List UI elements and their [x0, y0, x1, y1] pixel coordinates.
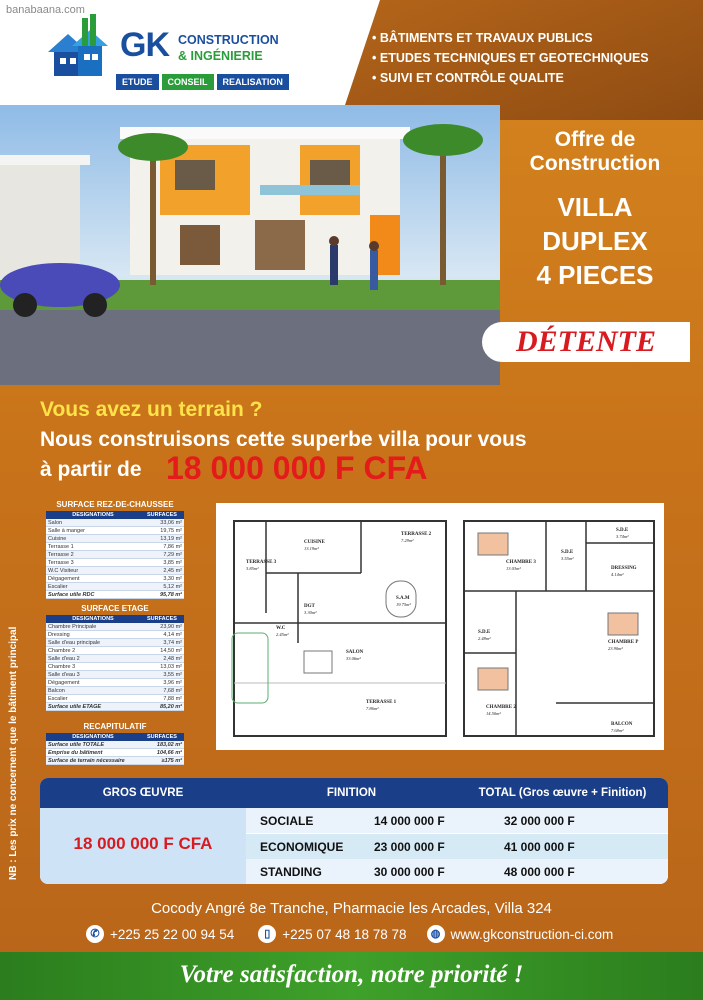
- service-item: • BÂTIMENTS ET TRAVAUX PUBLICS: [372, 28, 649, 48]
- rdc-room-label: TERRASSE 2: [401, 532, 432, 537]
- surface-cell: 5,12 m²: [140, 583, 184, 591]
- offer-type3: 4 PIECES: [536, 260, 654, 290]
- designation-cell: Dressing: [46, 631, 140, 639]
- surface-cell: 95,78 m²: [140, 591, 184, 599]
- surface-cell: 23,90 m²: [140, 623, 184, 631]
- detente-badge: DÉTENTE: [482, 322, 690, 362]
- designation-cell: Surface utile RDC: [46, 591, 140, 599]
- table-row: [46, 575, 184, 583]
- side-note: NB : Les prix ne concernent que le bâtiment principal: [8, 626, 19, 880]
- etage-room-label: DRESSING: [611, 566, 637, 571]
- table-row: [46, 623, 184, 631]
- etage-room-label: CHAMBRE 3: [506, 560, 536, 565]
- surface-cell: 7,86 m²: [140, 543, 184, 551]
- table-recap-title: RECAPITULATIF: [83, 722, 147, 731]
- surface-cell: 13,19 m²: [140, 535, 184, 543]
- service-item: • SUIVI ET CONTRÔLE QUALITE: [372, 68, 649, 88]
- rdc-room-area: 7.86m²: [366, 706, 379, 711]
- floor-plans: [216, 503, 664, 750]
- service-item: • ETUDES TECHNIQUES ET GEOTECHNIQUES: [372, 48, 649, 68]
- rdc-room-label: TERRASSE 3: [246, 560, 277, 565]
- pricing-row-label: ECONOMIQUE: [260, 840, 344, 854]
- pricing-row: [246, 859, 668, 884]
- pricing-header-finition: FINITION: [246, 778, 457, 808]
- offer-line2: Construction: [529, 152, 661, 175]
- designation-cell: Emprise du bâtiment: [46, 749, 140, 757]
- pricing-row-total: 32 000 000 F: [504, 814, 575, 828]
- pricing-row-finition: 23 000 000 F: [374, 840, 445, 854]
- logo-tags: [116, 74, 289, 90]
- pricing-row: [246, 834, 668, 859]
- phone-number[interactable]: +225 25 22 00 94 54: [110, 926, 235, 942]
- table-row: [46, 543, 184, 551]
- col-surfaces: SURFACES: [140, 615, 184, 623]
- etage-room-area: 2.48m²: [478, 636, 491, 641]
- table-row: [46, 639, 184, 647]
- slogan-banner: Votre satisfaction, notre priorité !: [0, 952, 703, 1000]
- designation-cell: Chambre Principale: [46, 623, 140, 631]
- table-row: [46, 741, 184, 749]
- etage-room-area: 14.50m²: [486, 711, 501, 716]
- etage-room-label: S.D.E: [561, 550, 574, 555]
- designation-cell: Surface de terrain nécessaire: [46, 757, 140, 765]
- rdc-room-label: W.C: [276, 626, 286, 631]
- headline-question: Vous avez un terrain ?: [40, 398, 263, 421]
- designation-cell: W.C Visiteur: [46, 567, 140, 575]
- rdc-room-label: DGT: [304, 604, 315, 609]
- surface-cell: 33,06 m²: [140, 519, 184, 527]
- logo-name: [178, 32, 279, 64]
- etage-room-label: BALCON: [611, 722, 633, 727]
- address: Cocody Angré 8e Tranche, Pharmacie les Arcades, Villa 324: [151, 900, 552, 917]
- table-row: [46, 559, 184, 567]
- designation-cell: Terrasse 3: [46, 559, 140, 567]
- rdc-room-area: 3.85m²: [246, 566, 259, 571]
- designation-cell: Escalier: [46, 583, 140, 591]
- etage-room-label: S.D.E: [478, 630, 491, 635]
- headline-price: 18 000 000 F CFA: [166, 450, 428, 486]
- table-row: [46, 647, 184, 655]
- designation-cell: Surface utile ETAGE: [46, 703, 140, 711]
- villa-illustration: [0, 105, 500, 385]
- table-row: [46, 527, 184, 535]
- designation-cell: Terrasse 2: [46, 551, 140, 559]
- table-row: [46, 583, 184, 591]
- etage-room-area: 7.68m²: [611, 728, 624, 733]
- etage-room-area: 13.03m²: [506, 566, 521, 571]
- table-row: [46, 679, 184, 687]
- rdc-room-area: 13.19m²: [304, 546, 319, 551]
- surface-cell: 4,14 m²: [140, 631, 184, 639]
- tag-etude: ETUDE: [116, 74, 159, 90]
- surface-cell: 2,45 m²: [140, 567, 184, 575]
- designation-cell: Salle à manger: [46, 527, 140, 535]
- col-designations: DESIGNATIONS: [46, 615, 140, 623]
- pricing-row-total: 41 000 000 F: [504, 840, 575, 854]
- logo-name-line1: CONSTRUCTION: [178, 33, 279, 47]
- table-rdc: [46, 500, 184, 599]
- offer-type2: DUPLEX: [542, 226, 648, 256]
- table-total-row: [46, 703, 184, 711]
- table-row: [46, 687, 184, 695]
- pricing-gros-value: 18 000 000 F CFA: [73, 834, 213, 853]
- surface-cell: 3,74 m²: [140, 639, 184, 647]
- pricing-row-finition: 30 000 000 F: [374, 865, 445, 879]
- headline-from: à partir de: [40, 458, 142, 481]
- designation-cell: Dégagement: [46, 679, 140, 687]
- col-surfaces: SURFACES: [140, 733, 184, 741]
- mobile-number[interactable]: +225 07 48 18 78 78: [282, 926, 407, 942]
- table-row: [46, 519, 184, 527]
- table-row: [46, 567, 184, 575]
- designation-cell: Balcon: [46, 687, 140, 695]
- rdc-room-area: 3.30m²: [304, 610, 317, 615]
- rdc-room-area: 19.75m²: [396, 602, 411, 607]
- rdc-room-area: 7.29m²: [401, 538, 414, 543]
- surface-cell: 3,96 m²: [140, 679, 184, 687]
- etage-room-area: 23.90m²: [608, 646, 623, 651]
- table-row: [46, 757, 184, 765]
- surface-cell: 85,20 m²: [140, 703, 184, 711]
- website-link[interactable]: www.gkconstruction-ci.com: [450, 926, 614, 942]
- tag-realisation: REALISATION: [217, 74, 289, 90]
- col-designations: DESIGNATIONS: [46, 733, 140, 741]
- designation-cell: Terrasse 1: [46, 543, 140, 551]
- rdc-room-label: CUISINE: [304, 540, 325, 545]
- table-etage-title: SURFACE ETAGE: [81, 604, 149, 613]
- services-list: [372, 28, 649, 88]
- table-row: [46, 551, 184, 559]
- designation-cell: Chambre 2: [46, 647, 140, 655]
- table-row: [46, 535, 184, 543]
- surface-cell: 7,88 m²: [140, 695, 184, 703]
- headline-line2: Nous construisons cette superbe villa pour vous: [40, 428, 527, 451]
- pricing-row-label: STANDING: [260, 865, 322, 879]
- pricing-row-total: 48 000 000 F: [504, 865, 575, 879]
- designation-cell: Salon: [46, 519, 140, 527]
- designation-cell: Salle d'eau 3: [46, 671, 140, 679]
- surface-cell: 19,75 m²: [140, 527, 184, 535]
- surface-cell: 183,02 m²: [140, 741, 184, 749]
- rdc-room-label: S.A.M: [396, 596, 410, 601]
- designation-cell: Salle d'eau principale: [46, 639, 140, 647]
- designation-cell: Salle d'eau 2: [46, 655, 140, 663]
- surface-cell: 13,03 m²: [140, 663, 184, 671]
- etage-room-area: 3.55m²: [561, 556, 574, 561]
- table-row: [46, 663, 184, 671]
- designation-cell: Dégagement: [46, 575, 140, 583]
- surface-cell: 14,50 m²: [140, 647, 184, 655]
- etage-room-label: S.D.E: [616, 528, 629, 533]
- offer-line1: Offre de: [554, 128, 636, 151]
- surface-cell: 2,48 m²: [140, 655, 184, 663]
- pricing-header-total: TOTAL (Gros œuvre + Finition): [457, 778, 668, 808]
- etage-room-area: 3.74m²: [616, 534, 629, 539]
- mobile-icon: ▯: [258, 925, 276, 943]
- pricing-row-label: SOCIALE: [260, 814, 314, 828]
- table-row: [46, 749, 184, 757]
- logo-name-line2: & INGÉNIERIE: [178, 49, 263, 63]
- logo-gk: GK: [120, 26, 169, 64]
- etage-room-area: 4.14m²: [611, 572, 624, 577]
- pricing-row: [246, 808, 668, 833]
- etage-room-label: CHAMBRE 2: [486, 705, 516, 710]
- offer-type1: VILLA: [557, 192, 633, 222]
- pricing-header-gros: GROS ŒUVRE: [40, 778, 246, 808]
- surface-cell: 3,30 m²: [140, 575, 184, 583]
- globe-icon: ◍: [427, 925, 445, 943]
- tag-conseil: CONSEIL: [162, 74, 214, 90]
- designation-cell: Cuisine: [46, 535, 140, 543]
- surface-cell: 3,55 m²: [140, 671, 184, 679]
- rdc-room-area: 2.45m²: [276, 632, 289, 637]
- contact-bar: [86, 925, 613, 943]
- surface-cell: 3,85 m²: [140, 559, 184, 567]
- table-row: [46, 631, 184, 639]
- designation-cell: Chambre 3: [46, 663, 140, 671]
- pricing-table: [40, 778, 668, 884]
- surface-cell: ≥175 m²: [140, 757, 184, 765]
- table-recap: [46, 722, 184, 765]
- offer-block: [505, 128, 685, 292]
- designation-cell: Surface utile TOTALE: [46, 741, 140, 749]
- table-total-row: [46, 591, 184, 599]
- watermark: banabaana.com: [6, 4, 85, 16]
- surface-cell: 7,68 m²: [140, 687, 184, 695]
- rdc-room-label: SALON: [346, 650, 364, 655]
- table-row: [46, 671, 184, 679]
- pricing-row-finition: 14 000 000 F: [374, 814, 445, 828]
- rdc-room-label: TERRASSE 1: [366, 700, 397, 705]
- table-etage: [46, 604, 184, 711]
- designation-cell: Escalier: [46, 695, 140, 703]
- col-surfaces: SURFACES: [140, 511, 184, 519]
- surface-cell: 7,29 m²: [140, 551, 184, 559]
- table-rdc-title: SURFACE REZ-DE-CHAUSSEE: [56, 500, 174, 509]
- table-row: [46, 655, 184, 663]
- phone-icon: ✆: [86, 925, 104, 943]
- rdc-room-area: 33.06m²: [346, 656, 361, 661]
- col-designations: DESIGNATIONS: [46, 511, 140, 519]
- table-row: [46, 695, 184, 703]
- surface-cell: 104,66 m²: [140, 749, 184, 757]
- etage-room-label: CHAMBRE P: [608, 640, 639, 645]
- logo-houses-icon: [42, 12, 114, 84]
